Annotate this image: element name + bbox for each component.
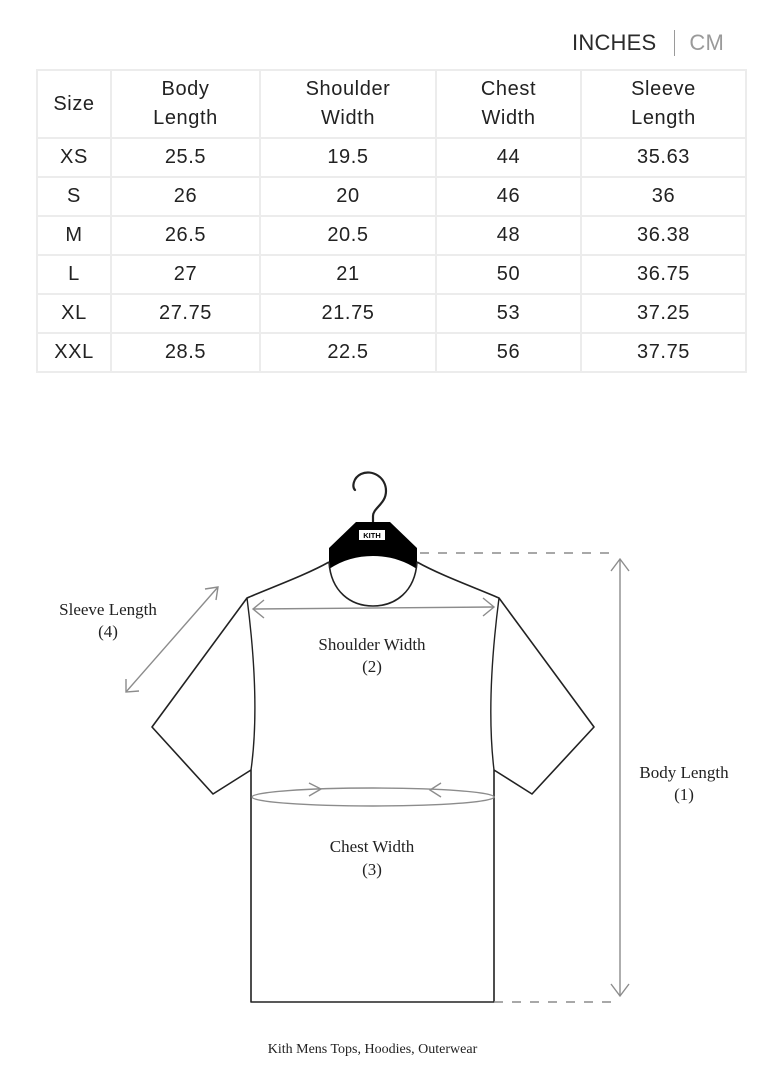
cell-body-length: 26 (111, 177, 260, 216)
cell-body-length: 25.5 (111, 138, 260, 177)
cell-body-length: 28.5 (111, 333, 260, 372)
header-shoulder-width-line1: Shoulder (305, 78, 391, 100)
cell-size: S (37, 177, 111, 216)
sleeve-length-label: Sleeve Length (59, 600, 157, 619)
cell-chest-width: 56 (436, 333, 581, 372)
cell-size: XL (37, 294, 111, 333)
chest-width-label: Chest Width (329, 837, 415, 856)
cell-shoulder-width: 20.5 (260, 216, 436, 255)
cell-size: XXL (37, 333, 111, 372)
cell-size: XS (37, 138, 111, 177)
cell-shoulder-width: 19.5 (260, 138, 436, 177)
unit-inches-button[interactable]: INCHES (572, 30, 657, 55)
header-sleeve-length-line1: Sleeve (631, 78, 696, 100)
cell-chest-width: 53 (436, 294, 581, 333)
sleeve-length-number: (4) (98, 622, 118, 641)
header-body-length-line2: Length (153, 107, 218, 129)
left-sleeve-seam (247, 598, 255, 770)
cell-sleeve-length: 36.38 (581, 216, 746, 255)
tshirt-outline (152, 562, 594, 1002)
cell-body-length: 27 (111, 255, 260, 294)
unit-cm-button[interactable]: CM (689, 30, 724, 55)
cell-shoulder-width: 20 (260, 177, 436, 216)
cell-shoulder-width: 21.75 (260, 294, 436, 333)
hanger-hook (353, 473, 386, 528)
body-length-number: (1) (674, 785, 694, 804)
cell-chest-width: 46 (436, 177, 581, 216)
cell-chest-width: 48 (436, 216, 581, 255)
cell-body-length: 26.5 (111, 216, 260, 255)
cell-sleeve-length: 37.75 (581, 333, 746, 372)
hanger-icon (329, 522, 417, 569)
header-chest-width-line1: Chest (480, 78, 537, 100)
cell-sleeve-length: 36.75 (581, 255, 746, 294)
shoulder-width-label: Shoulder Width (318, 635, 426, 654)
header-sleeve-length-line2: Length (631, 107, 696, 129)
cell-sleeve-length: 36 (581, 177, 746, 216)
body-length-arrow (420, 553, 629, 1002)
shoulder-width-number: (2) (362, 657, 382, 676)
right-sleeve-seam (491, 598, 499, 770)
cell-sleeve-length: 37.25 (581, 294, 746, 333)
chest-width-arrow (252, 783, 494, 806)
cell-size: M (37, 216, 111, 255)
shoulder-width-arrow (253, 598, 494, 618)
cell-shoulder-width: 22.5 (260, 333, 436, 372)
tshirt-neckline (329, 562, 417, 606)
cell-size: L (37, 255, 111, 294)
header-chest-width-line2: Width (481, 107, 536, 129)
footer-caption: Kith Mens Tops, Hoodies, Outerwear (267, 1042, 478, 1057)
header-size: Size (37, 70, 111, 138)
chest-width-number: (3) (362, 860, 382, 879)
header-body-length-line1: Body (161, 78, 210, 100)
cell-shoulder-width: 21 (260, 255, 436, 294)
body-length-label: Body Length (639, 763, 729, 782)
header-shoulder-width-line2: Width (320, 107, 376, 129)
cell-chest-width: 44 (436, 138, 581, 177)
hanger-brand: KITH (363, 531, 381, 540)
cell-chest-width: 50 (436, 255, 581, 294)
cell-sleeve-length: 35.63 (581, 138, 746, 177)
cell-body-length: 27.75 (111, 294, 260, 333)
